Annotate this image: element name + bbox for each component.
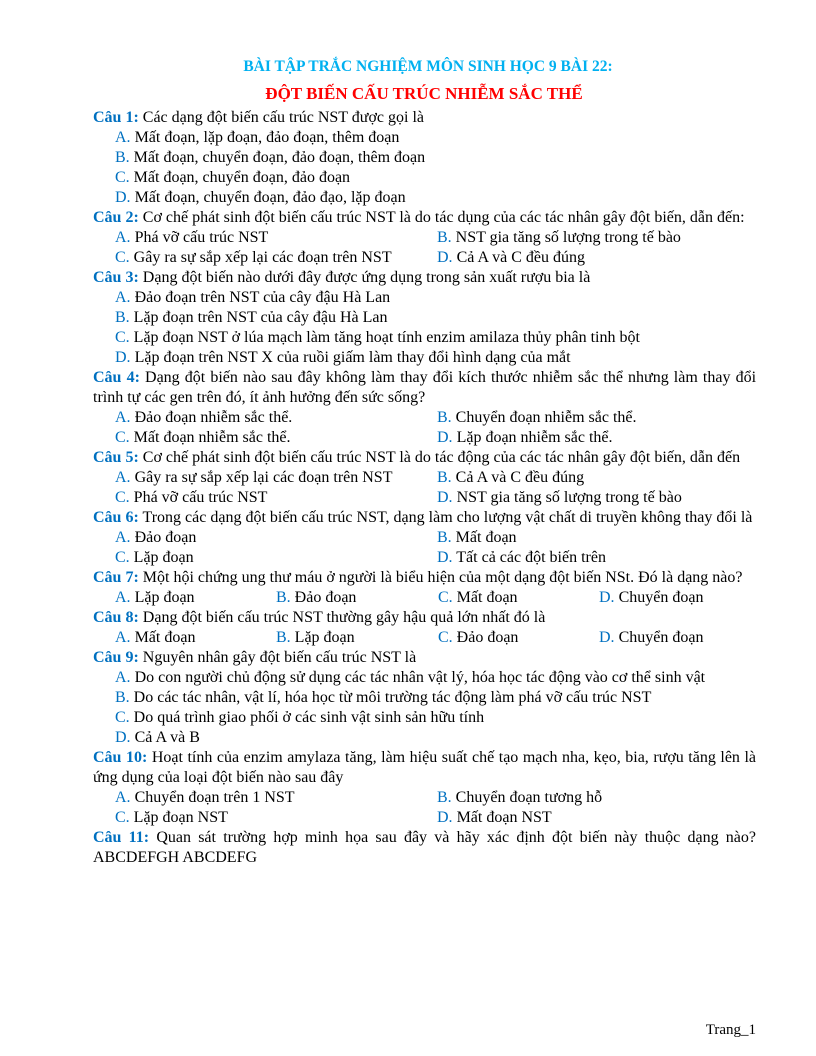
question-4 [93, 368, 756, 448]
answer-options [93, 468, 756, 508]
option-d [437, 248, 756, 268]
option-letter: B. [437, 529, 452, 546]
option-letter: D. [115, 349, 131, 366]
option-c [115, 708, 756, 728]
option-letter: B. [437, 469, 452, 486]
option-text: NST gia tăng số lượng trong tế bào [452, 489, 682, 506]
option-letter: A. [115, 129, 131, 146]
page-number: Trang_1 [705, 1022, 756, 1038]
option-text: Mất đoạn, chuyển đoạn, đảo đoạn, thêm đoạn [129, 149, 426, 166]
document-subtitle: ĐỘT BIẾN CẤU TRÚC NHIỄM SẮC THỂ [265, 84, 583, 103]
option-d [599, 588, 756, 608]
option-c [438, 588, 599, 608]
option-b [115, 148, 756, 168]
option-d [437, 808, 756, 828]
option-text: Phá vỡ cấu trúc NST [129, 489, 268, 506]
question-text: Trong các dạng đột biến cấu trúc NST, dạng làm cho lượng vật chất di truyền không thay đổi là [138, 509, 753, 526]
option-c [115, 428, 437, 448]
question-text: Cơ chế phát sinh đột biến cấu trúc NST là do tác động của các tác nhân gây đột biến, dẫn đến [138, 449, 741, 466]
option-d [437, 548, 756, 568]
option-letter: B. [115, 309, 130, 326]
option-letter: B. [115, 689, 130, 706]
option-text: Lặp đoạn trên NST X của ruồi giấm làm thay đổi hình dạng của mắt [130, 349, 571, 366]
answer-options [93, 128, 756, 208]
document-title: BÀI TẬP TRẮC NGHIỆM MÔN SINH HỌC 9 BÀI 22: [243, 58, 613, 75]
option-b [437, 408, 756, 428]
option-letter: C. [115, 709, 130, 726]
question-10 [93, 748, 756, 828]
option-a [115, 288, 756, 308]
option-letter: A. [115, 789, 131, 806]
question-number: Câu 8: [93, 609, 139, 626]
option-text: Tất cả các đột biến trên [452, 549, 606, 566]
option-text: Lặp đoạn trên NST của cây đậu Hà Lan [129, 309, 388, 326]
option-text: Đảo đoạn [130, 529, 197, 546]
option-letter: D. [115, 189, 131, 206]
option-text: Mất đoạn nhiễm sắc thể. [129, 429, 291, 446]
question-number: Câu 4: [93, 369, 140, 386]
option-c [115, 328, 756, 348]
option-text: Cả A và B [130, 729, 200, 746]
option-letter: C. [115, 169, 130, 186]
option-letter: D. [437, 809, 453, 826]
option-text: NST gia tăng số lượng trong tế bào [451, 229, 681, 246]
option-letter: C. [115, 329, 130, 346]
option-letter: C. [115, 549, 130, 566]
option-b [437, 788, 756, 808]
option-a [115, 468, 437, 488]
option-a [115, 128, 756, 148]
option-text: Chuyển đoạn [614, 629, 704, 646]
answer-options [93, 408, 756, 448]
question-list [93, 108, 756, 868]
option-a [115, 788, 437, 808]
answer-options [93, 628, 756, 648]
option-text: Lặp đoạn nhiễm sắc thể. [452, 429, 613, 446]
question-number: Câu 10: [93, 749, 148, 766]
question-3 [93, 268, 756, 368]
option-letter: C. [115, 809, 130, 826]
option-letter: D. [437, 549, 453, 566]
option-c [438, 628, 599, 648]
option-letter: C. [115, 429, 130, 446]
option-letter: D. [599, 629, 615, 646]
option-text: Gây ra sự sắp xếp lại các đoạn trên NST [129, 249, 392, 266]
option-letter: A. [115, 229, 131, 246]
option-letter: A. [115, 629, 131, 646]
option-a [115, 408, 437, 428]
option-text: Cả A và C đều đúng [451, 469, 585, 486]
option-letter: B. [437, 229, 452, 246]
question-text: Dạng đột biến nào sau đây không làm thay đổi kích thước nhiễm sắc thể nhưng làm thay đổi trình tự các gen trên đó, ít ảnh hưởng đến sức sống? [93, 369, 757, 406]
option-text: Đảo đoạn nhiễm sắc thể. [130, 409, 293, 426]
option-b [437, 528, 756, 548]
option-text: Lặp đoạn [129, 549, 194, 566]
question-text: Nguyên nhân gây đột biến cấu trúc NST là [138, 649, 417, 666]
option-letter: C. [438, 589, 453, 606]
option-c [115, 808, 437, 828]
option-text: Do các tác nhân, vật lí, hóa học từ môi trường tác động làm phá vỡ cấu trúc NST [129, 689, 652, 706]
option-text: Chuyển đoạn tương hỗ [451, 789, 603, 806]
question-number: Câu 9: [93, 649, 139, 666]
option-b [276, 588, 438, 608]
option-c [115, 168, 756, 188]
answer-options [93, 668, 756, 748]
question-number: Câu 1: [93, 109, 139, 126]
option-text: Chuyển đoạn [614, 589, 704, 606]
option-b [437, 468, 756, 488]
option-d [437, 488, 756, 508]
option-letter: A. [115, 669, 131, 686]
question-text: Một hội chứng ung thư máu ở người là biểu hiện của một dạng đột biến NSt. Đó là dạng nào? [138, 569, 743, 586]
option-letter: D. [437, 489, 453, 506]
option-d [115, 348, 756, 368]
option-a [115, 628, 276, 648]
option-a [115, 668, 756, 688]
option-b [437, 228, 756, 248]
option-letter: D. [115, 729, 131, 746]
option-letter: D. [437, 249, 453, 266]
option-letter: B. [115, 149, 130, 166]
option-text: Phá vỡ cấu trúc NST [130, 229, 269, 246]
option-text: Cả A và C đều đúng [452, 249, 585, 266]
option-text: Chuyển đoạn trên 1 NST [130, 789, 295, 806]
option-b [115, 308, 756, 328]
option-text: Mất đoạn, chuyển đoạn, đảo đoạn [129, 169, 351, 186]
question-number: Câu 7: [93, 569, 139, 586]
option-text: Mất đoạn, chuyển đoạn, đảo đạo, lặp đoạn [130, 189, 406, 206]
question-6 [93, 508, 756, 568]
question-text: Các dạng đột biến cấu trúc NST được gọi là [138, 109, 424, 126]
option-text: Lặp đoạn [130, 589, 195, 606]
option-text: Đảo đoạn trên NST của cây đậu Hà Lan [130, 289, 391, 306]
option-letter: D. [437, 429, 453, 446]
question-text: Quan sát trường hợp minh họa sau đây và hãy xác định đột biến này thuộc dạng nào? ABCDEFGH ABCDEFG [93, 829, 757, 866]
option-text: Mất đoạn [451, 529, 517, 546]
option-letter: C. [115, 249, 130, 266]
option-text: Mất đoạn [130, 629, 196, 646]
option-letter: A. [115, 589, 131, 606]
option-text: Lặp đoạn [290, 629, 355, 646]
question-number: Câu 2: [93, 209, 139, 226]
option-text: Do quá trình giao phối ở các sinh vật sinh sản hữu tính [129, 709, 485, 726]
option-letter: A. [115, 469, 131, 486]
option-b [276, 628, 438, 648]
option-c [115, 248, 437, 268]
option-letter: B. [276, 589, 291, 606]
option-letter: A. [115, 409, 131, 426]
option-text: Lặp đoạn NST ở lúa mạch làm tăng hoạt tính enzim amilaza thủy phân tinh bột [129, 329, 640, 346]
question-9 [93, 648, 756, 748]
question-text: Hoạt tính của enzim amylaza tăng, làm hiệu suất chế tạo mạch nha, kẹo, bia, rượu tăng lên là ứng dụng của loại đột biến nào sau đây [93, 749, 756, 786]
option-text: Đảo đoạn [290, 589, 357, 606]
question-number: Câu 6: [93, 509, 139, 526]
option-text: Do con người chủ động sử dụng các tác nhân vật lý, hóa học tác động vào cơ thể sinh vật [130, 669, 706, 686]
option-b [115, 688, 756, 708]
option-letter: A. [115, 289, 131, 306]
option-d [599, 628, 756, 648]
question-5 [93, 448, 756, 508]
option-text: Mất đoạn, lặp đoạn, đảo đoạn, thêm đoạn [130, 129, 400, 146]
option-text: Chuyển đoạn nhiễm sắc thể. [451, 409, 637, 426]
question-1 [93, 108, 756, 208]
option-text: Mất đoạn NST [452, 809, 552, 826]
option-letter: C. [115, 489, 130, 506]
option-d [115, 188, 756, 208]
option-a [115, 528, 437, 548]
answer-options [93, 528, 756, 568]
answer-options [93, 228, 756, 268]
option-text: Gây ra sự sắp xếp lại các đoạn trên NST [130, 469, 393, 486]
option-letter: B. [276, 629, 291, 646]
question-2 [93, 208, 756, 268]
option-letter: D. [599, 589, 615, 606]
option-a [115, 588, 276, 608]
question-7 [93, 568, 756, 608]
question-11 [93, 828, 756, 868]
answer-options [93, 288, 756, 368]
question-text: Dạng đột biến nào dưới đây được ứng dụng trong sản xuất rượu bia là [138, 269, 591, 286]
option-text: Lặp đoạn NST [129, 809, 228, 826]
option-c [115, 488, 437, 508]
option-c [115, 548, 437, 568]
option-d [437, 428, 756, 448]
answer-options [93, 788, 756, 828]
option-letter: C. [438, 629, 453, 646]
question-number: Câu 3: [93, 269, 139, 286]
option-text: Đảo đoạn [452, 629, 519, 646]
option-text: Mất đoạn [452, 589, 518, 606]
option-a [115, 228, 437, 248]
question-8 [93, 608, 756, 648]
question-number: Câu 5: [93, 449, 139, 466]
question-number: Câu 11: [93, 829, 150, 846]
option-d [115, 728, 756, 748]
option-letter: B. [437, 789, 452, 806]
answer-options [93, 588, 756, 608]
option-letter: B. [437, 409, 452, 426]
option-letter: A. [115, 529, 131, 546]
question-text: Dạng đột biến cấu trúc NST thường gây hậu quả lớn nhất đó là [138, 609, 546, 626]
question-text: Cơ chế phát sinh đột biến cấu trúc NST là do tác dụng của các tác nhân gây đột biến, dẫn đến: [138, 209, 745, 226]
